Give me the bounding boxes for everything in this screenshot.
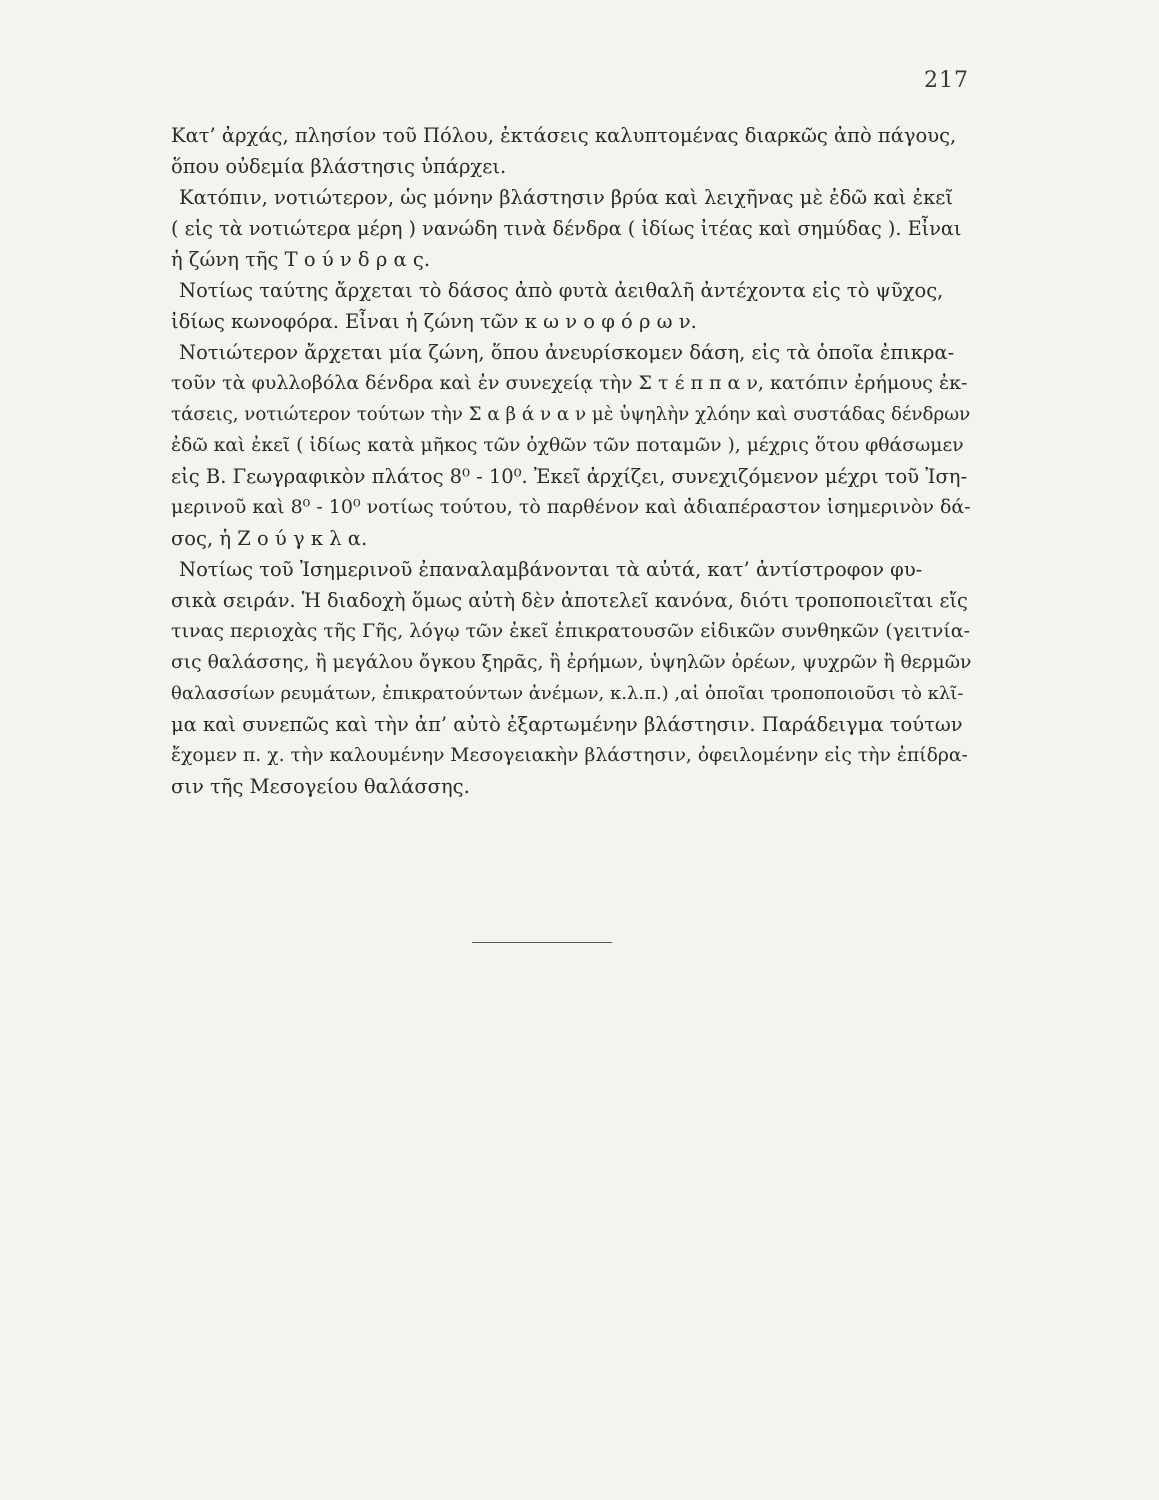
text-line: Κατόπιν, νοτιώτερον, ὡς μόνην βλάστησιν βρύα καὶ λειχῆνας μὲ ἐδῶ καὶ ἐκεῖ — [179, 186, 954, 209]
text-line: σιν τῆς Μεσογείου θαλάσσης. — [171, 775, 470, 798]
text-line: τοῦν τὰ φυλλοβόλα δένδρα καὶ ἐν συνεχείᾳ τὴν Σ τ έ π π α ν, κατόπιν ἐρήμους ἐκ- — [171, 372, 968, 394]
text-line: μερινοῦ καὶ 8⁰ - 10⁰ νοτίως τούτου, τὸ παρθένον καὶ ἀδιαπέραστον ἰσημερινὸν δά- — [171, 496, 971, 518]
text-line: Νοτίως ταύτης ἄρχεται τὸ δάσος ἀπὸ φυτὰ ἀειθαλῆ ἀντέχοντα εἰς τὸ ψῦχος, — [179, 279, 944, 302]
text-line: σικὰ σειράν. Ἡ διαδοχὴ ὅμως αὐτὴ δὲν ἀποτελεῖ κανόνα, διότι τροποποιεῖται εἴς — [171, 589, 968, 612]
paragraph-4 — [171, 337, 971, 554]
paragraph-5 — [171, 554, 971, 802]
text-line: σος, ἡ Ζ ο ύ γ κ λ α. — [171, 527, 368, 550]
text-line: Νοτιώτερον ἄρχεται μία ζώνη, ὅπου ἀνευρίσκομεν δάση, εἰς τὰ ὁποῖα ἐπικρα- — [179, 341, 955, 364]
text-line: τάσεις, νοτιώτερον τούτων τὴν Σ α β ά ν α ν μὲ ὑψηλὴν χλόην καὶ συστάδας δένδρων — [171, 404, 971, 425]
paragraph-1 — [171, 120, 971, 182]
text-line: ἐδῶ καὶ ἐκεῖ ( ἰδίως κατὰ μῆκος τῶν ὀχθῶν τῶν ποταμῶν ), μέχρις ὅτου φθάσωμεν — [171, 435, 964, 456]
text-line: ἰδίως κωνοφόρα. Εἶναι ἡ ζώνη τῶν κ ω ν ο φ ό ρ ω ν. — [171, 310, 697, 333]
text-line: μα καὶ συνεπῶς καὶ τὴν ἀπ’ αὐτὸ ἐξαρτωμένην βλάστησιν. Παράδειγμα τούτων — [171, 713, 963, 736]
paragraph-3 — [171, 275, 971, 337]
section-divider — [472, 942, 612, 943]
text-line: σις θαλάσσης, ἢ μεγάλου ὄγκου ξηρᾶς, ἢ ἐρήμων, ὑψηλῶν ὀρέων, ψυχρῶν ἢ θερμῶν — [171, 652, 972, 673]
text-line: θαλασσίων ρευμάτων, ἐπικρατούντων ἀνέμων, κ.λ.π.) ,αἱ ὁποῖαι τροποποιοῦσι τὸ κλῖ- — [171, 683, 964, 704]
text-line: Κατ’ ἀρχάς, πλησίον τοῦ Πόλου, ἐκτάσεις καλυπτομένας διαρκῶς ἀπὸ πάγους, — [171, 124, 957, 147]
text-line: εἰς Β. Γεωγραφικὸν πλάτος 8⁰ - 10⁰. Ἐκεῖ ἀρχίζει, συνεχιζόμενον μέχρι τοῦ Ἰση- — [171, 465, 968, 488]
text-line: ἔχομεν π. χ. τὴν καλουμένην Μεσογειακὴν βλάστησιν, ὀφειλομένην εἰς τὴν ἐπίδρα- — [171, 745, 968, 766]
text-line: ἡ ζώνη τῆς Τ ο ύ ν δ ρ α ς. — [171, 248, 431, 271]
paragraph-2 — [171, 182, 971, 275]
text-line: τινας περιοχὰς τῆς Γῆς, λόγῳ τῶν ἐκεῖ ἐπικρατουσῶν εἰδικῶν συνθηκῶν (γειτνία- — [171, 620, 971, 642]
text-line: Νοτίως τοῦ Ἰσημερινοῦ ἐπαναλαμβάνονται τὰ αὐτά, κατ’ ἀντίστροφον φυ- — [179, 558, 923, 581]
text-line: ( εἰς τὰ νοτιώτερα μέρη ) νανώδη τινὰ δένδρα ( ἰδίως ἰτέας καὶ σημύδας ). Εἶναι — [171, 217, 962, 240]
page-number: 217 — [924, 68, 969, 93]
text-line: ὅπου οὐδεμία βλάστησις ὑπάρχει. — [171, 155, 507, 178]
body-text — [171, 120, 971, 802]
